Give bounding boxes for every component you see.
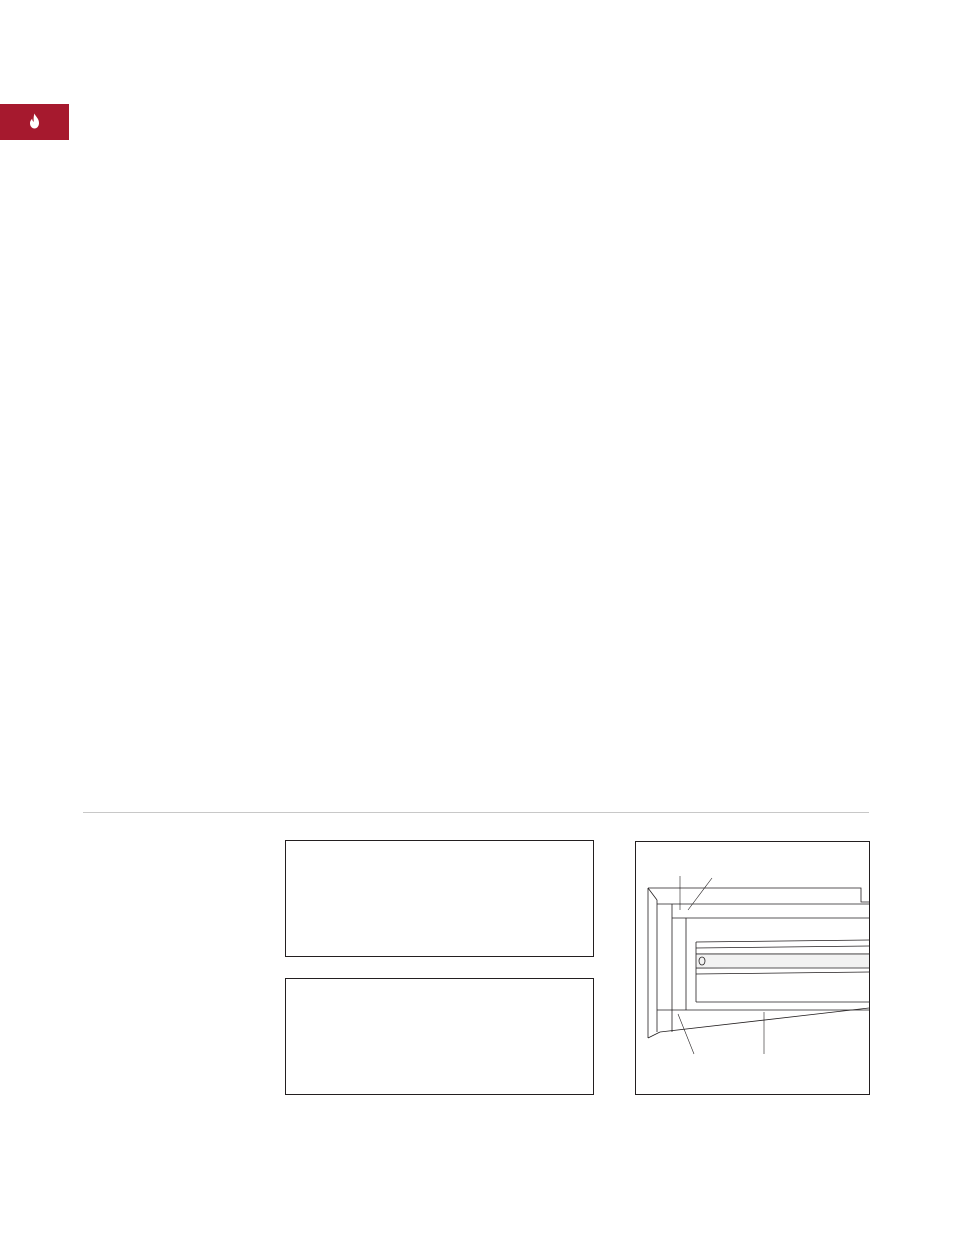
figure-panel-holes — [285, 840, 594, 957]
section-tab — [0, 104, 69, 140]
figure-panel-traced — [285, 978, 594, 1095]
right-column — [562, 233, 892, 243]
figure-drawer-assembly — [635, 841, 870, 1095]
horizontal-rule — [83, 812, 869, 813]
left-column — [176, 234, 521, 244]
flame-icon — [29, 113, 40, 129]
